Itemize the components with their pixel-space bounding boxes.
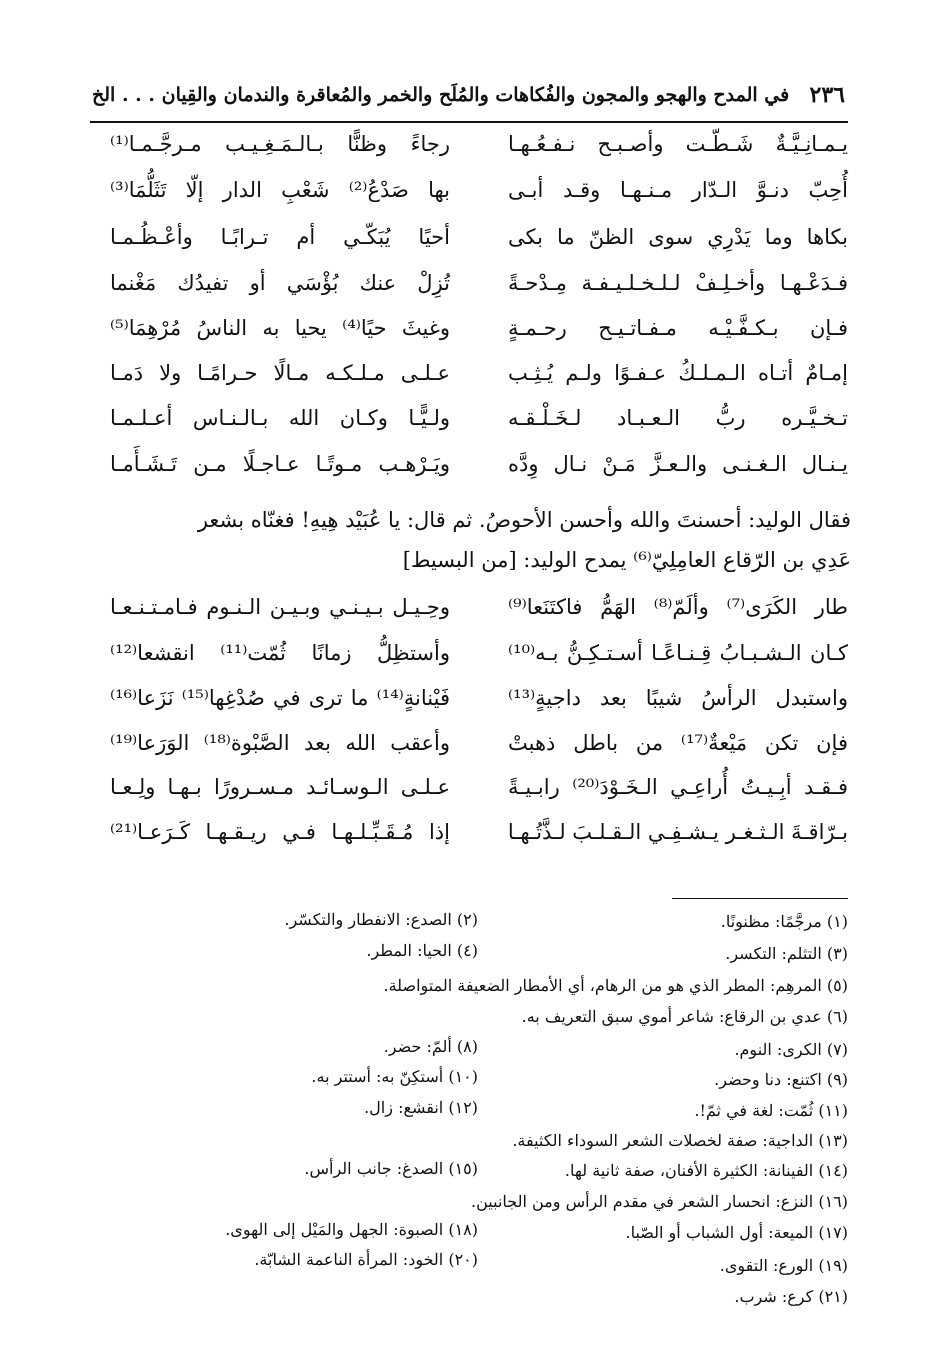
verse-hemistich-left: أحيًا يُبَكّـي أم تـرابًـا وأعْـظُـمـا [110, 225, 450, 249]
verse-hemistich-right: يـمـانِـيَّـةٌ شَـطّـت وأصـبـح نـفـعُـهـا [508, 132, 848, 156]
verse-row [110, 731, 853, 775]
header-rule [90, 121, 848, 123]
verse-hemistich-right: بـرّاقـةَ الـثـغـر يـشـفِـي الـقـلـبَ لـذَّتُـهـا [507, 820, 848, 844]
prose-line: فقال الوليد: أحسنتَ والله وأحسن الأحوصُ. ثم قال: يا عُبَيْد هِيهِ! فغنّاه بشعر [197, 508, 851, 532]
running-title: في المدح والهجو والمجون والفُكاهات والمُلَح والخمر والمُعاقرة والندمان والقِيان . . . الخ [92, 84, 790, 106]
verse-row [110, 641, 853, 685]
verse-row [110, 316, 853, 360]
verse-row [110, 132, 853, 176]
verse-hemistich-left: بها صَدْعُ⁽²⁾ شَعْبِ الدار إلّا تَثَلُّمَا⁽³⁾ [110, 178, 450, 202]
verse-row [110, 225, 853, 269]
verse-hemistich-left: وأعقب الله بعد الصَّبْوة⁽¹⁸⁾ الوَرَعا⁽¹⁹⁾ [110, 731, 450, 755]
verse-hemistich-right: بكاها وما يَدْرِي سوى الظنّ ما بكى [508, 225, 848, 249]
prose-line: عَدِي بن الرّقاع العامِلِيّ⁽⁶⁾ يمدح الوليد: [من البسيط] [402, 548, 851, 572]
footnote: (٩) اكتنع: دنا وحضر. [714, 1070, 848, 1089]
verse-row [110, 820, 853, 864]
verse-hemistich-right: طار الكَرَى⁽⁷⁾ وألَمّ⁽⁸⁾ الهَمُّ فاكتَنَعا⁽⁹⁾ [508, 595, 848, 619]
verse-hemistich-right: كـان الـشـبـابُ قِـنـاعًـا أسـتـكِـنُّ بـه⁽¹⁰⁾ [508, 641, 848, 665]
verse-hemistich-right: فـإن بـكـفَّـيْـه مـفـاتـيـح رحـمـةٍ [508, 316, 848, 340]
footnote: (٨) ألمّ: حضر. [383, 1037, 478, 1056]
verse-hemistich-left: ولـيًّـا وكـان الله بـالـنـاس أعـلـمـا [110, 406, 450, 430]
verse-hemistich-left: إذا مُـقَـبِّـلـهـا فـي ريـقـهـا كَـرَعـا⁽²¹⁾ [110, 820, 450, 844]
verse-row [110, 595, 853, 639]
verse-hemistich-left: رجاءً وظنًّا بـالـمَـغِـيـب مـرجَّـمـا⁽¹⁾ [110, 132, 450, 156]
footnote: (١٦) النزع: انحسار الشعر في مقدم الرأس ومن الجانبين. [471, 1192, 848, 1211]
verse-row [110, 406, 853, 450]
verse-row [110, 686, 853, 730]
page-number: ٢٣٦ [809, 82, 845, 108]
verse-hemistich-right: واستبدل الرأسُ شيبًا بعد داجيةٍ⁽¹³⁾ [508, 686, 848, 710]
verse-hemistich-right: أُحِبّ دنـوَّ الـدّار مـنـهـا وقـد أبـى [508, 178, 848, 202]
footnote: (١٤) الفينانة: الكثيرة الأفنان، صفة ثانية لها. [564, 1161, 848, 1180]
footnote: (١) مرجَّمًا: مظنونًا. [720, 912, 848, 931]
verse-hemistich-left: وحِـيـل بـيـنـي وبـيـن الـنـوم فـامـتـنـعـا [110, 595, 450, 619]
verse-hemistich-right: يـنـال الـغـنـى والـعـزَّ مَـنْ نـال وِدَّه [508, 452, 848, 476]
verse-row [110, 271, 853, 315]
footnote: (٦) عدي بن الرقاع: شاعر أموي سبق التعريف به. [521, 1007, 848, 1026]
verse-hemistich-left: تُزِلْ عنك بُؤْسَي أو تفيدُك مَغْنما [110, 271, 450, 295]
verse-row [110, 452, 853, 496]
footnote: (٧) الكرى: النوم. [734, 1040, 848, 1059]
verse-row [110, 178, 853, 222]
footnote: (١٨) الصبوة: الجهل والمَيْل إلى الهوى. [225, 1220, 478, 1239]
footnote: (٢١) كرع: شرب. [734, 1287, 848, 1306]
verse-hemistich-right: إمـامٌ أتـاه الـمـلـكُ عـفـوًا ولـم يُـثِـب [508, 361, 848, 385]
footnote: (٤) الحيا: المطر. [366, 941, 478, 960]
verse-hemistich-left: عـلـى الـوسـائـد مـسـرورًا بـهـا ولِـعـا [110, 775, 450, 799]
footnote-rule [672, 898, 848, 899]
verse-hemistich-left: ويَـرْهـب مـوتًـا عـاجـلًا مـن تَـشَـأَمـا [110, 452, 450, 476]
footnote: (١٩) الورع: التقوى. [719, 1256, 848, 1275]
footnote: (٥) المرهِم: المطر الذي هو من الرهام، أي الأمطار الضعيفة المتواصلة. [383, 976, 848, 995]
verse-hemistich-right: تـخـيَّـره ربُّ الـعـبـاد لـخَـلْـقـه [508, 406, 848, 430]
verse-hemistich-left: فَيْنانةٍ⁽¹⁴⁾ ما ترى في صُدْغِها⁽¹⁵⁾ نَزَعا⁽¹⁶⁾ [110, 686, 450, 710]
verse-row [110, 775, 853, 819]
verse-hemistich-left: وأستظِلُّ زمانًا ثُمّت⁽¹¹⁾ انقشعا⁽¹²⁾ [110, 641, 450, 665]
verse-hemistich-right: فإن تكن مَيْعةٌ⁽¹⁷⁾ من باطل ذهبتْ [508, 731, 848, 755]
footnote: (١٧) الميعة: أول الشباب أو الصّبا. [625, 1223, 848, 1242]
page-header [92, 82, 845, 116]
footnote: (٣) التثلم: التكسر. [725, 944, 848, 963]
verse-hemistich-left: وغيثَ حيًا⁽⁴⁾ يحيا به الناسُ مُرْهِمَا⁽⁵⁾ [110, 316, 450, 340]
verse-hemistich-right: فـدَعْـهـا وأخـلِـفْ لـلـخـلـيـفـة مِـدْحـةً [508, 271, 848, 295]
footnote: (١٥) الصدغ: جانب الرأس. [304, 1159, 478, 1178]
footnote: (٢) الصدع: الانفطار والتكسّر. [284, 910, 478, 929]
verse-row [110, 361, 853, 405]
verse-hemistich-right: فـقـد أبِـيـتُ أُراعِـي الـخَـوْدَ⁽²⁰⁾ رابـيـةً [508, 775, 848, 799]
footnote: (٢٠) الخود: المرأة الناعمة الشابّة. [254, 1250, 478, 1269]
verse-hemistich-left: عـلـى مـلـكـه مـالًا حـرامًـا ولا دَمـا [110, 361, 450, 385]
footnote: (١١) ثُمّت: لغة في ثمّ!. [694, 1101, 848, 1120]
footnote: (١٠) أستكِنّ به: أستتر به. [311, 1067, 478, 1086]
footnote: (١٣) الداجية: صفة لخصلات الشعر السوداء الكثيفة. [512, 1131, 848, 1150]
footnote: (١٢) انقشع: زال. [364, 1098, 478, 1117]
